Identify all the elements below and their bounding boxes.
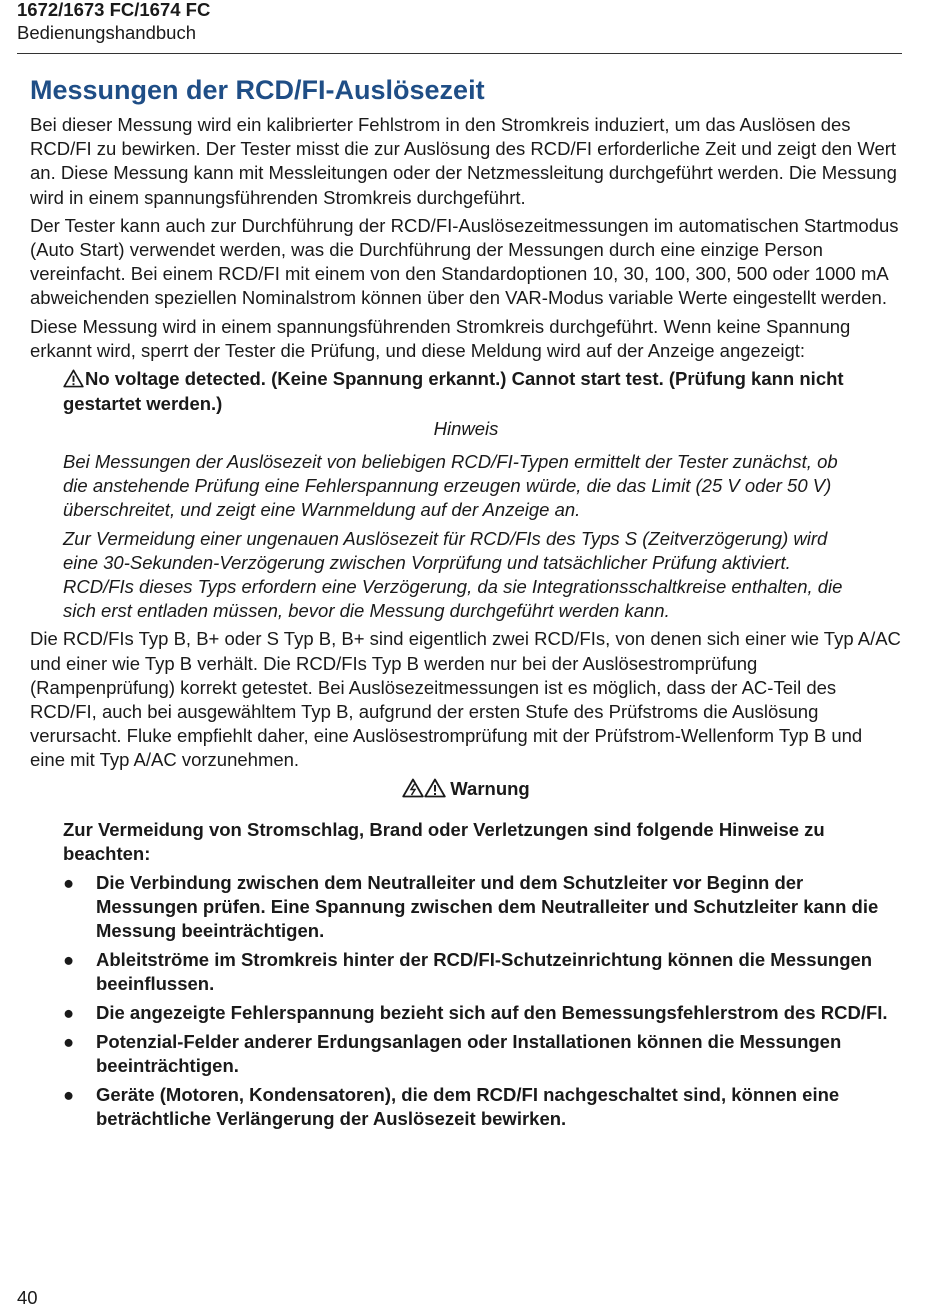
warning-list xyxy=(30,871,902,1131)
warning-intro: Zur Vermeidung von Stromschlag, Brand oder Verletzungen sind folgende Hinweise zu beachten: xyxy=(63,818,825,864)
intro-paragraph: Bei dieser Messung wird ein kalibrierter Fehlstrom in den Stromkreis induziert, um das Auslösen des RCD/FI zu bewirken. Der Tester misst die zur Auslösung des RCD/FI erforderliche Zeit und zeigt den Wert an. Diese Messung kann mit Messleitungen oder der Netzmessleitung durchgeführt werden. Die Messung wird in einem spannungsführenden Stromkreis durchgeführt. xyxy=(30,114,897,208)
no-voltage-paragraph: Diese Messung wird in einem spannungsführenden Stromkreis durchgeführt. Wenn keine Spannung erkannt wird, sperrt der Tester die Prüfung, und diese Meldung wird auf der Anzeige angezeigt: xyxy=(30,315,851,361)
no-voltage-alert xyxy=(63,367,902,416)
manual-title: Bedienungshandbuch xyxy=(17,22,196,43)
warning-triangle-icon xyxy=(424,778,446,798)
type-b-paragraph: Die RCD/FIs Typ B, B+ oder S Typ B, B+ sind eigentlich zwei RCD/FIs, von denen sich einer wie Typ A/AC und einer wie Typ B verhält. Die RCD/FIs Typ B werden nur bei der Auslösestromprüfung (Rampenprüfung) korrekt getestet. Bei Auslösezeitmessungen ist es möglich, dass der AC-Teil des RCD/FI, auch bei ausgewähltem Typ B, aufgrund der ersten Stufe des Prüfstroms die Auslösung verursacht. Fluke empfiehlt daher, eine Auslösestromprüfung mit der Prüfstrom-Wellenform Typ B und eine mit Typ A/AC vorzunehmen. xyxy=(30,628,901,771)
note-paragraph: Zur Vermeidung einer ungenauen Auslösezeit für RCD/FIs des Typs S (Zeitverzögerung) wird eine 30-Sekunden-Verzögerung zwischen Vorprüfung und tatsächlicher Prüfung aktiviert. RCD/FIs dieses Typs erfordern eine Verzögerung, da sie Integrationsschaltkreise enthalten, die sich erst entladen müssen, bevor die Messung durchgeführt werden kann. xyxy=(63,527,843,622)
list-item: ● Ableitströme im Stromkreis hinter der RCD/FI-Schutzeinrichtung können die Messungen beeinflussen. xyxy=(63,948,873,994)
bullet-icon: ● xyxy=(63,1001,75,1023)
list-item: ● Potenzial-Felder anderer Erdungsanlagen oder Installationen können die Messungen beeinträchtigen. xyxy=(63,1030,842,1076)
warning-icons xyxy=(402,778,446,804)
warning-triangle-icon xyxy=(63,369,84,388)
page-number: 40 xyxy=(17,1287,38,1308)
auto-start-paragraph: Der Tester kann auch zur Durchführung der RCD/FI-Auslösezeitmessungen im automatischen Startmodus (Auto Start) verwendet werden, was die Durchführung der Messungen durch eine einzige Person vereinfacht. Bei einem RCD/FI mit einem von den Standardoptionen 10, 30, 100, 300, 500 oder 1000 mA abweichenden speziellen Nominalstrom können über den VAR-Modus variable Werte eingestellt werden. xyxy=(30,214,899,309)
list-item: ● Die angezeigte Fehlerspannung bezieht sich auf den Bemessungsfehlerstrom des RCD/FI. xyxy=(63,1001,888,1023)
note-paragraph: Bei Messungen der Auslösezeit von beliebigen RCD/FI-Typen ermittelt der Tester zunächst, ob die anstehende Prüfung eine Fehlerspannung erzeugen würde, die das Limit (25 V oder 50 V) überschreitet, und zeigt eine Warnmeldung auf der Anzeige an. xyxy=(63,451,838,521)
list-item: ● Geräte (Motoren, Kondensatoren), die dem RCD/FI nachgeschaltet sind, können eine beträchtliche Verlängerung der Auslösezeit bewirken. xyxy=(63,1083,840,1129)
warning-title: Warnung xyxy=(450,777,530,799)
list-item: ● Die Verbindung zwischen dem Neutralleiter und dem Schutzleiter vor Beginn der Messungen prüfen. Eine Spannung zwischen dem Neutralleiter und Schutzleiter kann die Messung beeinträchtigen. xyxy=(63,871,879,941)
bullet-icon: ● xyxy=(63,871,75,893)
note-title: Hinweis xyxy=(433,418,499,440)
bullet-icon: ● xyxy=(63,1030,75,1052)
electric-shock-triangle-icon xyxy=(402,778,424,798)
header-divider xyxy=(17,53,902,54)
section-title: Messungen der RCD/FI-Auslösezeit xyxy=(30,75,485,105)
page-header xyxy=(17,0,210,46)
bullet-icon: ● xyxy=(63,948,75,970)
warning-heading xyxy=(30,777,902,804)
model-number: 1672/1673 FC/1674 FC xyxy=(17,0,211,20)
alert-text: No voltage detected. (Keine Spannung erkannt.) Cannot start test. (Prüfung kann nicht gestartet werden.) xyxy=(63,368,844,414)
bullet-icon: ● xyxy=(63,1083,75,1105)
main-content xyxy=(30,70,902,1136)
